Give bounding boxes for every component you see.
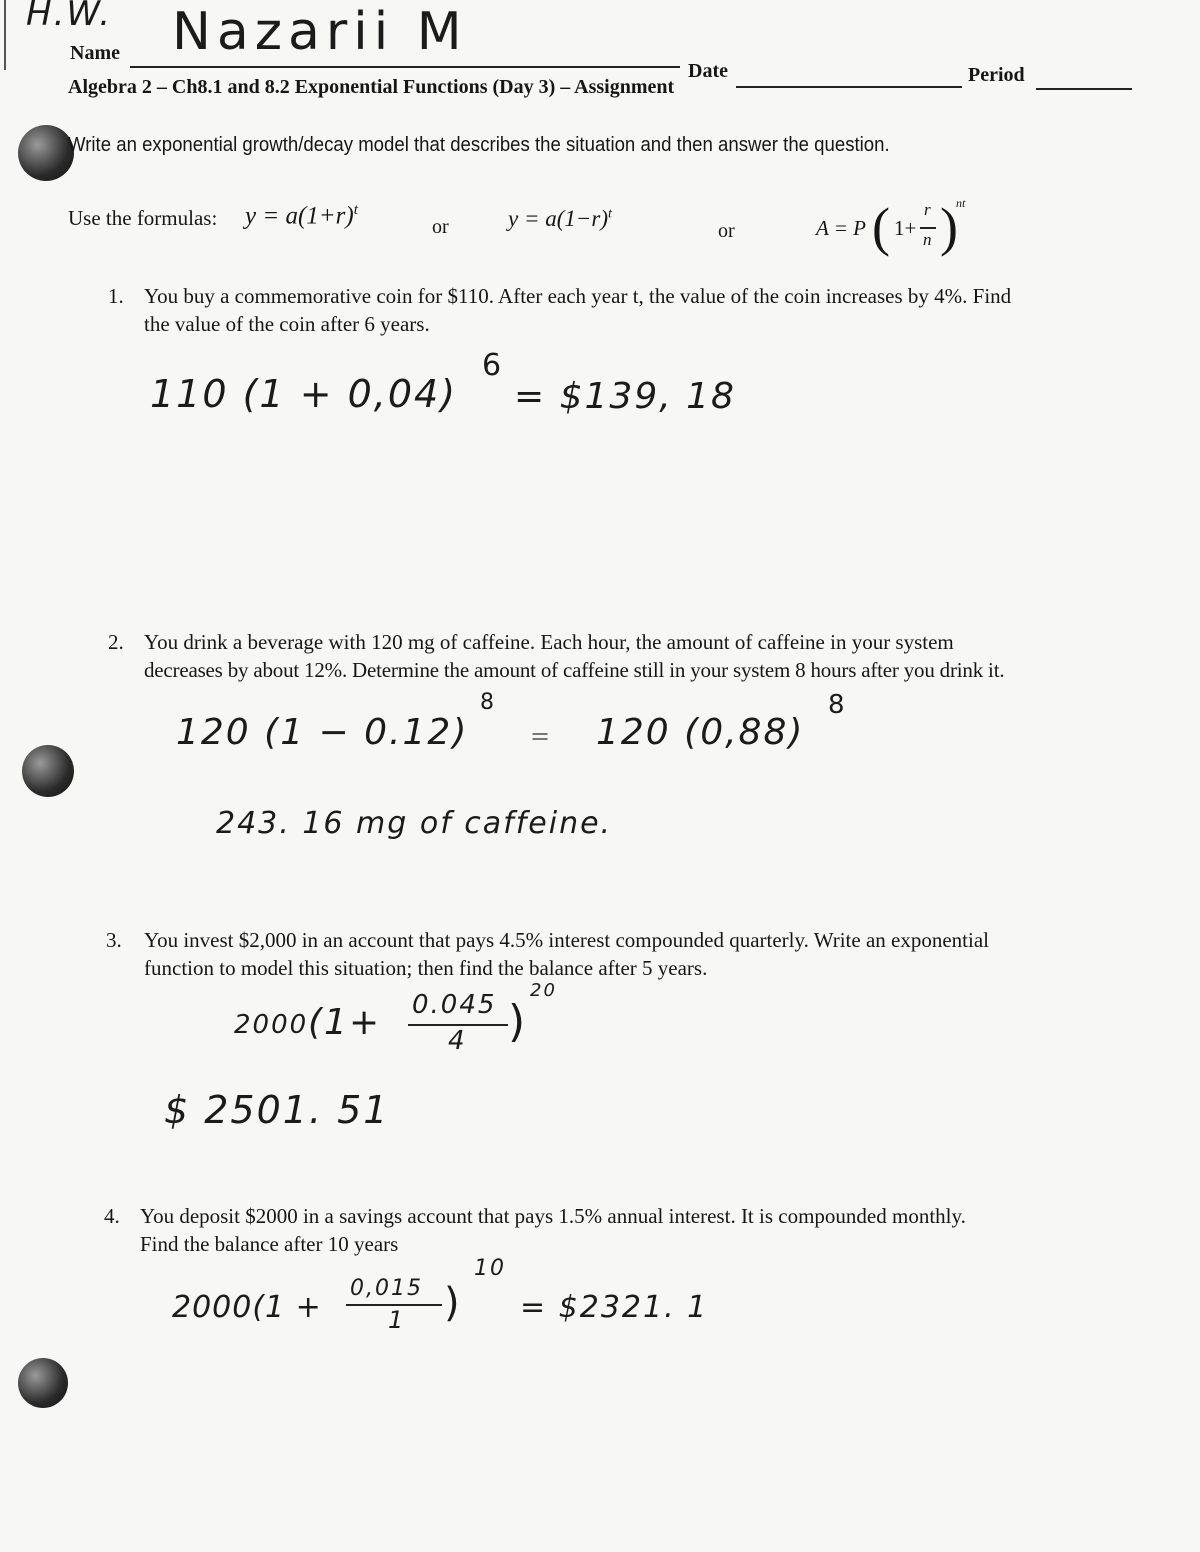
problem-3-number: 3. [106,928,122,952]
growth-formula-text: y = a(1+r) [245,202,354,230]
decay-formula [508,206,612,232]
punch-hole [22,745,74,797]
date-line [736,86,962,88]
problem-4-text-line-1: You deposit $2000 in a savings account that pays 1.5% annual interest. It is compounded monthly. [140,1204,966,1228]
problem-3-principal: 2000 [234,1010,309,1040]
problem-4-close: ) [444,1280,462,1326]
name-line [130,66,680,68]
name-label: Name [70,42,120,64]
problem-2-equals: = [530,722,553,750]
assignment-subtitle: Algebra 2 – Ch8.1 and 8.2 Exponential Functions (Day 3) – Assignment [68,76,675,98]
compound-denominator: n [923,230,932,249]
compound-fraction-bar [920,227,936,229]
decay-formula-text: y = a(1−r) [508,206,609,231]
problem-4-denominator: 1 [388,1306,406,1334]
problem-2-exponent-simplified: 8 [828,690,847,720]
problem-3-numerator: 0.045 [412,990,497,1020]
problem-1-text-line-1: You buy a commemorative coin for $110. After each year t, the value of the coin increases by 4%. Find [144,284,1012,308]
instructions: Write an exponential growth/decay model that describes the situation and then answer the question. [68,134,890,156]
problem-1-text-line-2: the value of the coin after 6 years. [144,312,430,336]
problem-2-work: 120 (1 − 0.12) [176,712,469,753]
problem-3-exponent: 20 [530,980,557,1001]
left-margin-line [4,0,6,70]
problem-1-number: 1. [108,284,124,308]
problem-3-open: (1+ [308,1002,382,1043]
problem-1-answer: = $139, 18 [514,376,736,417]
problem-3-close: ) [508,996,528,1047]
problem-2-work-simplified: 120 (0,88) [596,712,805,753]
compound-paren-right: ) [940,197,958,257]
problem-2-text-line-2: decreases by about 12%. Determine the amount of caffeine still in your system 8 hours after you drink it. [144,658,1005,682]
problem-4-text-line-2: Find the balance after 10 years [140,1232,399,1256]
punch-hole [18,125,74,181]
period-line [1036,88,1132,90]
problem-2-number: 2. [108,630,124,654]
compound-exponent: nt [956,196,966,210]
compound-prefix: A = P [816,216,866,240]
growth-formula [245,202,358,230]
date-label: Date [688,60,728,82]
or-text: or [432,216,449,238]
problem-1-exponent: 6 [482,348,504,383]
problem-3-text-line-1: You invest $2,000 in an account that pays 4.5% interest compounded quarterly. Write an exponential [144,928,989,952]
period-label: Period [968,64,1025,86]
compound-numerator: r [924,200,931,219]
problem-3-answer: $ 2501. 51 [164,1088,390,1132]
problem-3-text-line-2: function to model this situation; then find the balance after 5 years. [144,956,708,980]
growth-exponent: t [353,202,358,218]
problem-2-answer: 243. 16 mg of caffeine. [216,806,613,841]
problem-4-numerator: 0,015 [350,1276,423,1301]
problem-4-exponent: 10 [474,1256,506,1281]
problem-4-lead: 2000(1 + [172,1290,322,1325]
decay-exponent: t [608,206,612,222]
corner-note: H.W. [26,0,113,34]
or-text: or [718,220,735,242]
problem-2-exponent: 8 [480,690,496,715]
problem-4-answer: = $2321. 1 [520,1290,709,1325]
problem-4-number: 4. [104,1204,120,1228]
compound-inner: 1+ [894,216,917,240]
formulas-label: Use the formulas: [68,206,218,230]
student-name: Nazarii M [172,2,468,62]
compound-paren-left: ( [872,197,890,257]
problem-1-work: 110 (1 + 0,04) [150,372,458,416]
punch-hole [18,1358,68,1408]
problem-3-denominator: 4 [448,1026,467,1056]
problem-2-text-line-1: You drink a beverage with 120 mg of caffeine. Each hour, the amount of caffeine in your system [144,630,954,654]
